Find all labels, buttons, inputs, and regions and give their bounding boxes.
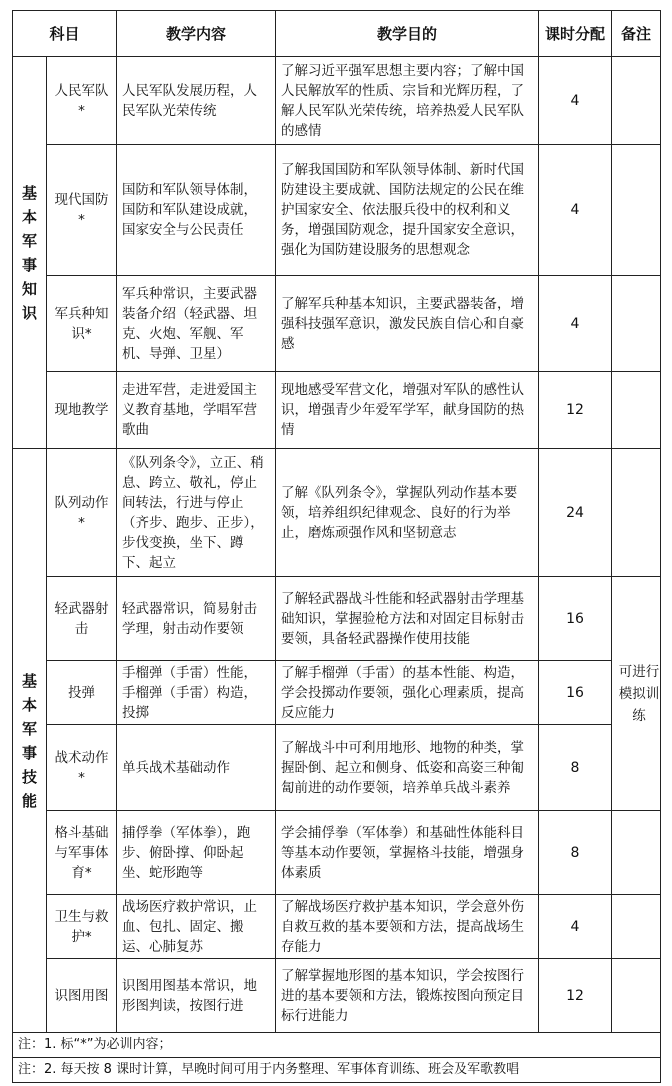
content-cell: 识图用图基本常识，地形图判读，按图行进 [117, 959, 276, 1033]
content-cell: 手榴弹（手雷）性能，手榴弹（手雷）构造，投掷 [117, 661, 276, 725]
purpose-cell: 了解战斗中可利用地形、地物的种类，掌握卧倒、起立和侧身、低姿和高姿三种匍匐前进的动作要领，培养单兵战斗素养 [276, 725, 539, 811]
hours-cell: 16 [539, 661, 612, 725]
footnote-row [13, 1058, 661, 1083]
category-label: 基本军事技能 [21, 671, 37, 810]
purpose-cell: 了解手榴弹（手雷）的基本性能、构造，学会投掷动作要领，强化心理素质，提高反应能力 [276, 661, 539, 725]
table-row [13, 811, 661, 895]
subject-cell: 格斗基础与军事体育* [47, 811, 117, 895]
content-cell: 战场医疗救护常识，止血、包扎、固定、搬运、心肺复苏 [117, 895, 276, 959]
note-training-text: 可进行模拟训练 [618, 663, 660, 724]
purpose-cell: 了解我国国防和军队领导体制、新时代国防建设主要成就、国防法规定的公民在维护国家安全、依法服兵役中的权利和义务，增强国防观念，提升国家安全意识，强化为国防建设服务的思想观念 [276, 145, 539, 276]
table-row [13, 57, 661, 145]
subject-cell: 人民军队* [47, 57, 117, 145]
subject-cell: 识图用图 [47, 959, 117, 1033]
hours-cell: 4 [539, 145, 612, 276]
hours-cell: 4 [539, 57, 612, 145]
purpose-cell: 了解《队列条令》，掌握队列动作基本要领，培养组织纪律观念、良好的行为举止，磨炼顽强作风和坚韧意志 [276, 449, 539, 577]
header-note: 备注 [612, 11, 661, 57]
purpose-cell: 了解习近平强军思想主要内容；了解中国人民解放军的性质、宗旨和光辉历程，了解人民军队光荣传统，培养热爱人民军队的感情 [276, 57, 539, 145]
subject-cell: 现代国防* [47, 145, 117, 276]
footnote-row [13, 1033, 661, 1058]
purpose-cell: 了解掌握地形图的基本知识，学会按图行进的基本要领和方法，锻炼按图向预定目标行进能力 [276, 959, 539, 1033]
content-cell: 走进军营，走进爱国主义教育基地，学唱军营歌曲 [117, 372, 276, 449]
note-cell [612, 811, 661, 895]
footnote-2: 注：2. 每天按 8 课时计算，早晚时间可用于内务整理、军事体育训练、班会及军歌教唱 [13, 1058, 661, 1083]
content-cell: 单兵战术基础动作 [117, 725, 276, 811]
category-label: 基本军事知识 [21, 183, 37, 322]
footnote-1: 注：1. 标“*”为必训内容； [13, 1033, 661, 1058]
note-cell [612, 276, 661, 372]
training-schedule-table [12, 10, 661, 1083]
content-cell: 国防和军队领导体制，国防和军队建设成就，国家安全与公民责任 [117, 145, 276, 276]
content-cell: 《队列条令》，立正、稍息、跨立、敬礼，停止间转法，行进与停止（齐步、跑步、正步），步伐变换，坐下、蹲下、起立 [117, 449, 276, 577]
table-row [13, 725, 661, 811]
subject-cell: 军兵种知识* [47, 276, 117, 372]
content-cell: 捕俘拳（军体拳），跑步、俯卧撑、仰卧起坐、蛇形跑等 [117, 811, 276, 895]
table-row [13, 577, 661, 661]
header-content: 教学内容 [117, 11, 276, 57]
subject-cell: 投弹 [47, 661, 117, 725]
table-row [13, 661, 661, 725]
purpose-cell: 了解战场医疗救护基本知识，学会意外伤自救互救的基本要领和方法，提高战场生存能力 [276, 895, 539, 959]
hours-cell: 4 [539, 895, 612, 959]
note-cell [612, 895, 661, 959]
category-cell [13, 57, 47, 449]
subject-cell: 轻武器射击 [47, 577, 117, 661]
note-cell [612, 57, 661, 145]
purpose-cell: 了解军兵种基本知识，主要武器装备，增强科技强军意识，激发民族自信心和自豪感 [276, 276, 539, 372]
header-purpose: 教学目的 [276, 11, 539, 57]
note-cell [612, 959, 661, 1033]
purpose-cell: 了解轻武器战斗性能和轻武器射击学理基础知识，掌握验枪方法和对固定目标射击要领，具备轻武器操作使用技能 [276, 577, 539, 661]
header-hours: 课时分配 [539, 11, 612, 57]
note-cell [612, 145, 661, 276]
note-training-cell [612, 577, 661, 811]
hours-cell: 12 [539, 372, 612, 449]
header-subject: 科目 [13, 11, 117, 57]
hours-cell: 8 [539, 725, 612, 811]
hours-cell: 24 [539, 449, 612, 577]
hours-cell: 8 [539, 811, 612, 895]
subject-cell: 卫生与救护* [47, 895, 117, 959]
category-cell [13, 449, 47, 1033]
table-row [13, 895, 661, 959]
content-cell: 人民军队发展历程，人民军队光荣传统 [117, 57, 276, 145]
purpose-cell: 现地感受军营文化，增强对军队的感性认识，增强青少年爱军学军，献身国防的热情 [276, 372, 539, 449]
note-cell [612, 372, 661, 449]
hours-cell: 12 [539, 959, 612, 1033]
subject-cell: 队列动作* [47, 449, 117, 577]
table-row [13, 449, 661, 577]
header-row [13, 11, 661, 57]
subject-cell: 战术动作* [47, 725, 117, 811]
hours-cell: 16 [539, 577, 612, 661]
subject-cell: 现地教学 [47, 372, 117, 449]
table-row [13, 276, 661, 372]
content-cell: 轻武器常识，简易射击学理，射击动作要领 [117, 577, 276, 661]
hours-cell: 4 [539, 276, 612, 372]
content-cell: 军兵种常识，主要武器装备介绍（轻武器、坦克、火炮、军舰、军机、导弹、卫星） [117, 276, 276, 372]
table-row [13, 959, 661, 1033]
table-row [13, 145, 661, 276]
note-cell [612, 449, 661, 577]
table-row [13, 372, 661, 449]
purpose-cell: 学会捕俘拳（军体拳）和基础性体能科目等基本动作要领，掌握格斗技能，增强身体素质 [276, 811, 539, 895]
